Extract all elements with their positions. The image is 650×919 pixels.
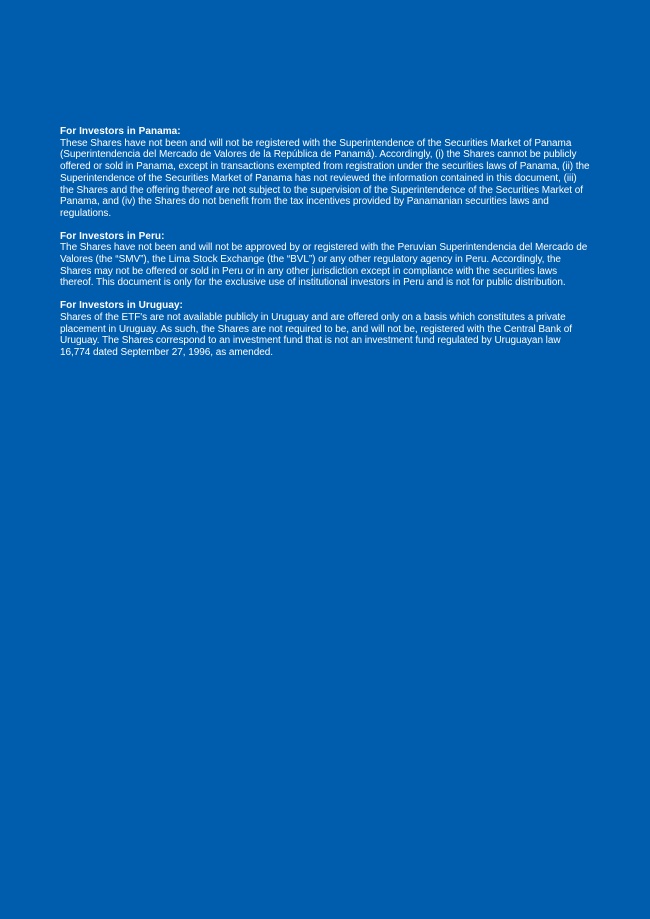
section-peru [60, 231, 591, 290]
section-peru-body: The Shares have not been and will not be approved by or registered with the Peruvian Superintendencia del Mercado de Valores (the “SMV”), the Lima Stock Exchange (the “BVL”) or any other regulatory agency in Peru. Accordingly, the Shares may not be offered or sold in Peru or in any other jurisdiction except in compliance with the securities laws thereof. This document is only for the exclusive use of institutional investors in Peru and is not for public distribution. [60, 242, 588, 289]
section-panama-heading: For Investors in Panama: [60, 126, 181, 137]
section-uruguay [60, 300, 591, 359]
disclaimer-block [60, 126, 591, 359]
section-uruguay-heading: For Investors in Uruguay: [60, 300, 183, 312]
section-uruguay-body: Shares of the ETF's are not available publicly in Uruguay and are offered only on a basis which constitutes a private placement in Uruguay. As such, the Shares are not required to be, and will not be, registered with the Central Bank of Uruguay. The Shares correspond to an investment fund that is not an investment fund regulated by Uruguayan law 16,774 dated September 27, 1996, as amended. [60, 311, 572, 358]
section-peru-heading: For Investors in Peru: [60, 230, 165, 242]
section-panama [60, 126, 591, 220]
section-panama-body: These Shares have not been and will not be registered with the Superintendence of the Securities Market of Panama (Superintendencia del Mercado de Valores de la República de Panamá). Accordingly, (i) the Shares cannot be publicly offered or sold in Panama, except in transactions exempted from registration under the securities laws of Panama, (ii) the Superintendence of the Securities Market of Panama has not reviewed the information contained in this document, (iii) the Shares and the offering thereof are not subject to the supervision of the Superintendence of the Securities Market of Panama, and (iv) the Shares do not benefit from the tax incentives provided by Panamanian securities laws and regulations. [60, 137, 590, 219]
